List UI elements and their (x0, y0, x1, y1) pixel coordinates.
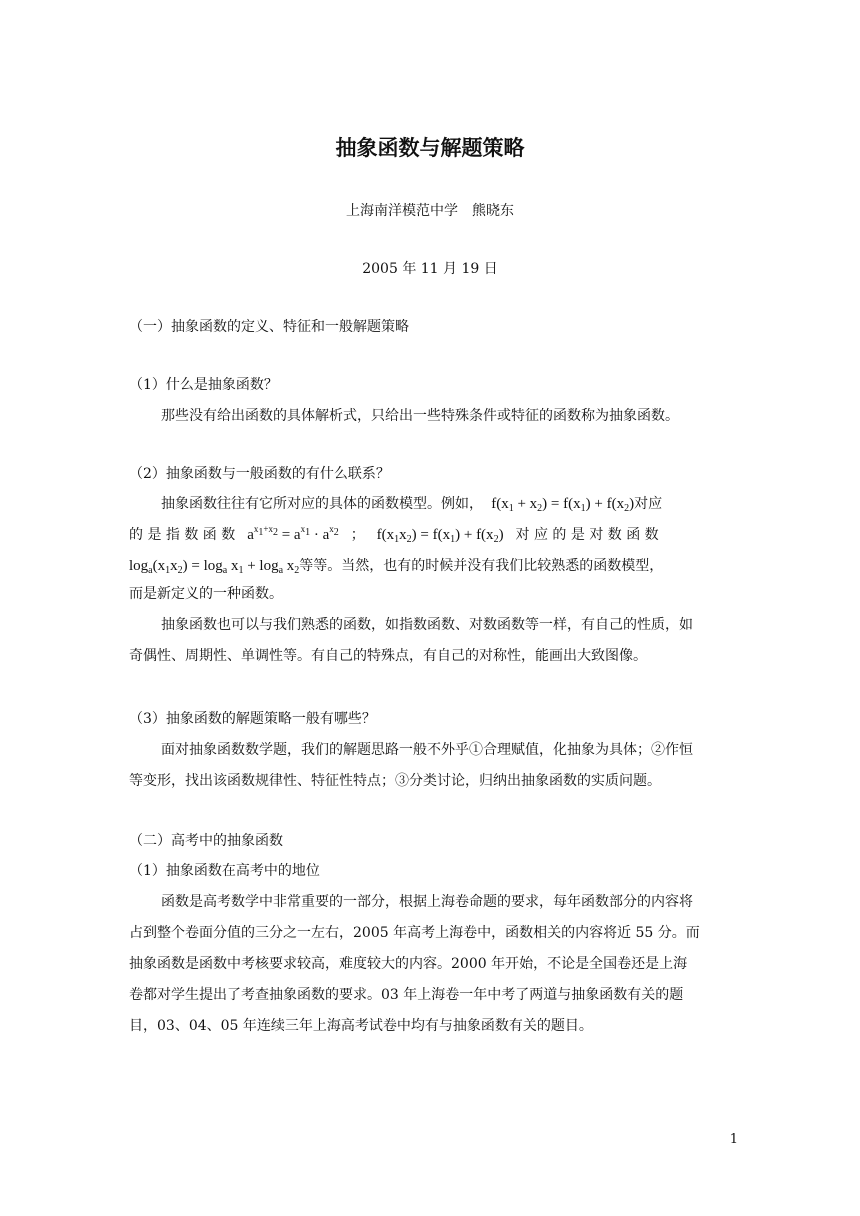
section-heading-2: （二）高考中的抽象函数 (129, 833, 283, 849)
paragraph-status-line-5: 目，03、04、05 年连续三年上海高考试卷中均有与抽象函数有关的题目。 (129, 1018, 593, 1034)
text-fragment: 对应 (634, 496, 663, 512)
subsection-heading-1-3: （3）抽象函数的解题策略一般有哪些？ (129, 711, 376, 727)
paragraph-relation-line-3 (129, 556, 739, 576)
text-fragment: 等等。当然，也有的时候并没有我们比较熟悉的函数模型， (299, 558, 664, 574)
paragraph-strategy-line-2: 等变形，找出该函数规律性、特征性特点；③分类讨论，归纳出抽象函数的实质问题。 (129, 773, 661, 789)
paragraph-relation-line-4: 而是新定义的一种函数。 (129, 586, 283, 602)
text-fragment: 抽象函数往往有它所对应的具体的函数模型。例如， (161, 496, 483, 512)
formula-log-rule: $\log_a(x_1x_2) = \log_a x_1 + \log_a x_2$ (129, 558, 300, 576)
formula-f-add: $f(x_1 + x_2) = f(x_1) + f(x_2)$ (487, 496, 635, 514)
paragraph-status-line-2: 占到整个卷面分值的三分之一左右，2005 年高考上海卷中，函数相关的内容将近 55 分。而 (129, 925, 700, 941)
text-fragment: 对 应 的 是 对 数 函 数 (515, 527, 659, 543)
section-heading-1: （一）抽象函数的定义、特征和一般解题策略 (129, 319, 409, 335)
subsection-heading-2-1: （1）抽象函数在高考中的地位 (129, 863, 320, 879)
document-title: 抽象函数与解题策略 (335, 136, 525, 160)
formula-f-mul: $f(x_1x_2) = f(x_1) + f(x_2)$ (369, 527, 512, 545)
paragraph-relation-line-2 (129, 525, 739, 545)
paragraph-relation-line-1 (161, 494, 739, 514)
author-line: 上海南洋模范中学 熊晓东 (346, 203, 514, 219)
text-fragment: ； (350, 527, 365, 543)
subsection-heading-1-2: （2）抽象函数与一般函数的有什么联系？ (129, 466, 390, 482)
paragraph-status-line-3: 抽象函数是函数中考核要求较高，难度较大的内容。2000 年开始，不论是全国卷还是上海 (129, 956, 688, 972)
paragraph-strategy-line-1: 面对抽象函数数学题，我们的解题思路一般不外乎①合理赋值，化抽象为具体；②作恒 (161, 742, 693, 758)
paragraph-definition: 那些没有给出函数的具体解析式，只给出一些特殊条件或特征的函数称为抽象函数。 (161, 408, 679, 424)
paragraph-status-line-4: 卷都对学生提出了考查抽象函数的要求。03 年上海卷一年中考了两道与抽象函数有关的题 (129, 987, 684, 1003)
subsection-heading-1-1: （1）什么是抽象函数？ (129, 377, 278, 393)
formula-exp-rule: $a^{x_1+x_2} = a^{x_1} \cdot a^{x_2}$ (239, 524, 339, 543)
paragraph-properties-line-1: 抽象函数也可以与我们熟悉的函数，如指数函数、对数函数等一样，有自己的性质，如 (161, 617, 693, 633)
paragraph-status-line-1: 函数是高考数学中非常重要的一部分，根据上海卷命题的要求，每年函数部分的内容将 (161, 894, 693, 910)
text-fragment: 的 是 指 数 函 数 (129, 527, 236, 543)
date-line: 2005 年 11 月 19 日 (362, 261, 498, 277)
page-number: 1 (729, 1132, 738, 1147)
paragraph-properties-line-2: 奇偶性、周期性、单调性等。有自己的特殊点，有自己的对称性，能画出大致图像。 (129, 648, 647, 664)
